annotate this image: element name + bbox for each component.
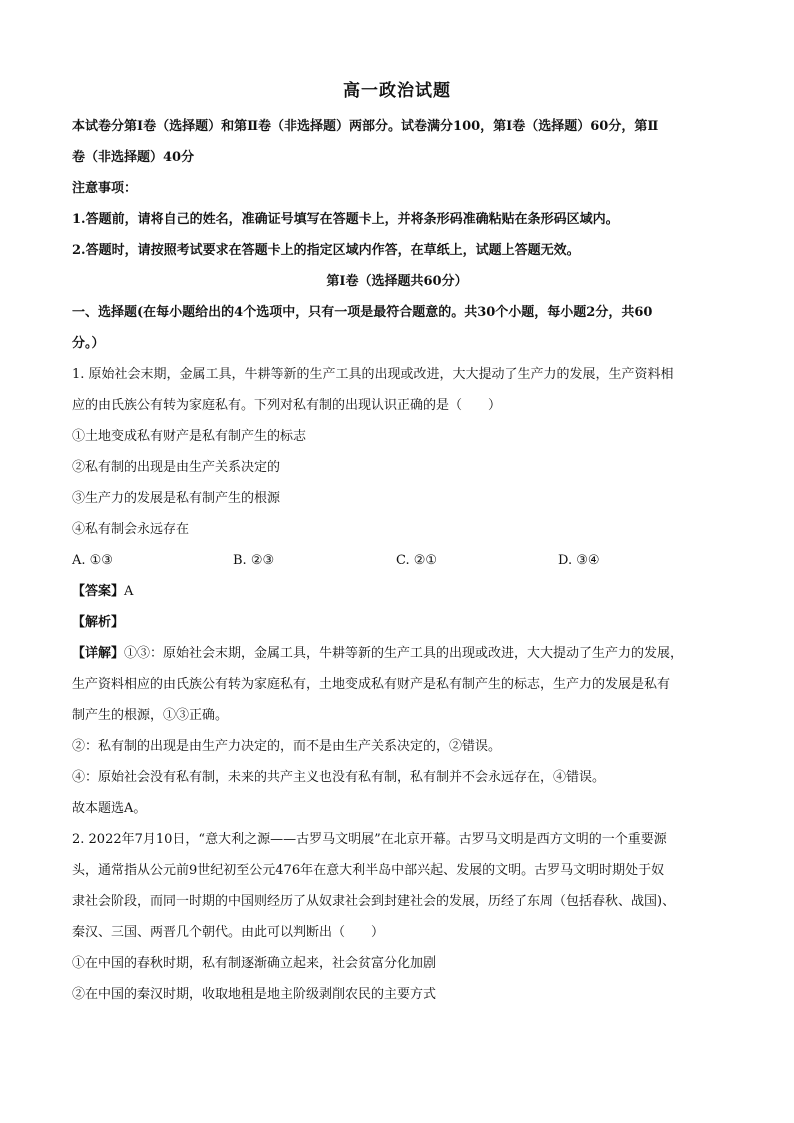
q1-answer [72, 576, 722, 607]
q2-statement-1: ①在中国的春秋时期，私有制逐渐确立起来，社会贫富分化加剧 [72, 956, 437, 971]
q1-detail-line-1 [72, 638, 722, 669]
section-instruction-line-1: 一、选择题(在每小题给出的4个选项中，只有一项是最符合题意的。共30个小题，每小题2分，共60 [72, 305, 653, 320]
page-title: 高一政治试题 [343, 81, 451, 101]
exam-page [72, 70, 722, 1010]
q1-statement-3: ③生产力的发展是私有制产生的根源 [72, 491, 281, 506]
section-heading: 第Ⅰ卷（选择题共60分） [326, 274, 468, 289]
notice-item-2: 2.答题时，请按照考试要求在答题卡上的指定区域内作答，在草纸上，试题上答题无效。 [72, 243, 580, 258]
section-instruction-line-2: 分。） [72, 336, 105, 351]
q2-stem-line-1: 2. 2022年7月10日，“意大利之源——古罗马文明展”在北京开幕。古罗马文明是西方文明的一个重要源 [72, 832, 667, 847]
q1-option-d: D. ③④ [558, 553, 600, 568]
q1-option-a: A. ①③ [72, 553, 113, 568]
answer-value: A [124, 584, 134, 599]
q1-conclusion: 故本题选A。 [72, 801, 147, 816]
q1-stem-line-1: 1. 原始社会末期，金属工具，牛耕等新的生产工具的出现或改进，大大提动了生产力的发展，生产资料相 [72, 367, 674, 382]
q1-statement-1: ①土地变成私有财产是私有制产生的标志 [72, 429, 307, 444]
q1-detail-line-4: ②：私有制的出现是由生产力决定的，而不是由生产关系决定的，②错误。 [72, 739, 502, 754]
q2-statement-2: ②在中国的秦汉时期，收取地租是地主阶级剥削农民的主要方式 [72, 987, 437, 1002]
detail-text-1: ①③：原始社会末期，金属工具，牛耕等新的生产工具的出现或改进，大大提动了生产力的发展， [124, 646, 684, 661]
q1-statement-4: ④私有制会永远存在 [72, 522, 190, 537]
q1-option-c: C. ②① [396, 553, 438, 568]
analysis-tag: 【解析】 [72, 615, 125, 630]
intro-line-2: 卷（非选择题）40分 [72, 150, 195, 165]
q2-stem-line-3: 隶社会阶段，而同一时期的中国则经历了从奴隶社会到封建社会的发展，历经了东周（包括春秋、战国)、 [72, 894, 676, 909]
q2-stem-line-2: 头，通常指从公元前9世纪初至公元476年在意大利半岛中部兴起、发展的文明。古罗马文明时期处于奴 [72, 863, 665, 878]
notice-heading: 注意事项： [72, 181, 138, 196]
q1-detail-line-3: 制产生的根源，①③正确。 [72, 708, 229, 723]
answer-tag: 【答案】 [72, 584, 125, 599]
q1-option-b: B. ②③ [233, 553, 275, 568]
q2-stem-line-4: 秦汉、三国、两晋几个朝代。由此可以判断出（ ） [72, 925, 385, 940]
q1-detail-line-2: 生产资料相应的由氏族公有转为家庭私有，土地变成私有财产是私有制产生的标志，生产力的发展是私有 [72, 677, 671, 692]
q1-options [72, 545, 722, 576]
q1-detail-line-5: ④：原始社会没有私有制，未来的共产主义也没有私有制，私有制并不会永远存在，④错误。 [72, 770, 606, 785]
notice-item-1: 1.答题前，请将自己的姓名，准确证号填写在答题卡上，并将条形码准确粘贴在条形码区域内。 [72, 212, 619, 227]
q1-stem-line-2: 应的由氏族公有转为家庭私有。下列对私有制的出现认识正确的是（ ） [72, 398, 502, 413]
detail-tag: 【详解】 [72, 646, 125, 661]
q1-statement-2: ②私有制的出现是由生产关系决定的 [72, 460, 281, 475]
intro-line-1: 本试卷分第Ⅰ卷（选择题）和第Ⅱ卷（非选择题）两部分。试卷满分100，第Ⅰ卷（选择题）60分，第Ⅱ [72, 119, 659, 134]
